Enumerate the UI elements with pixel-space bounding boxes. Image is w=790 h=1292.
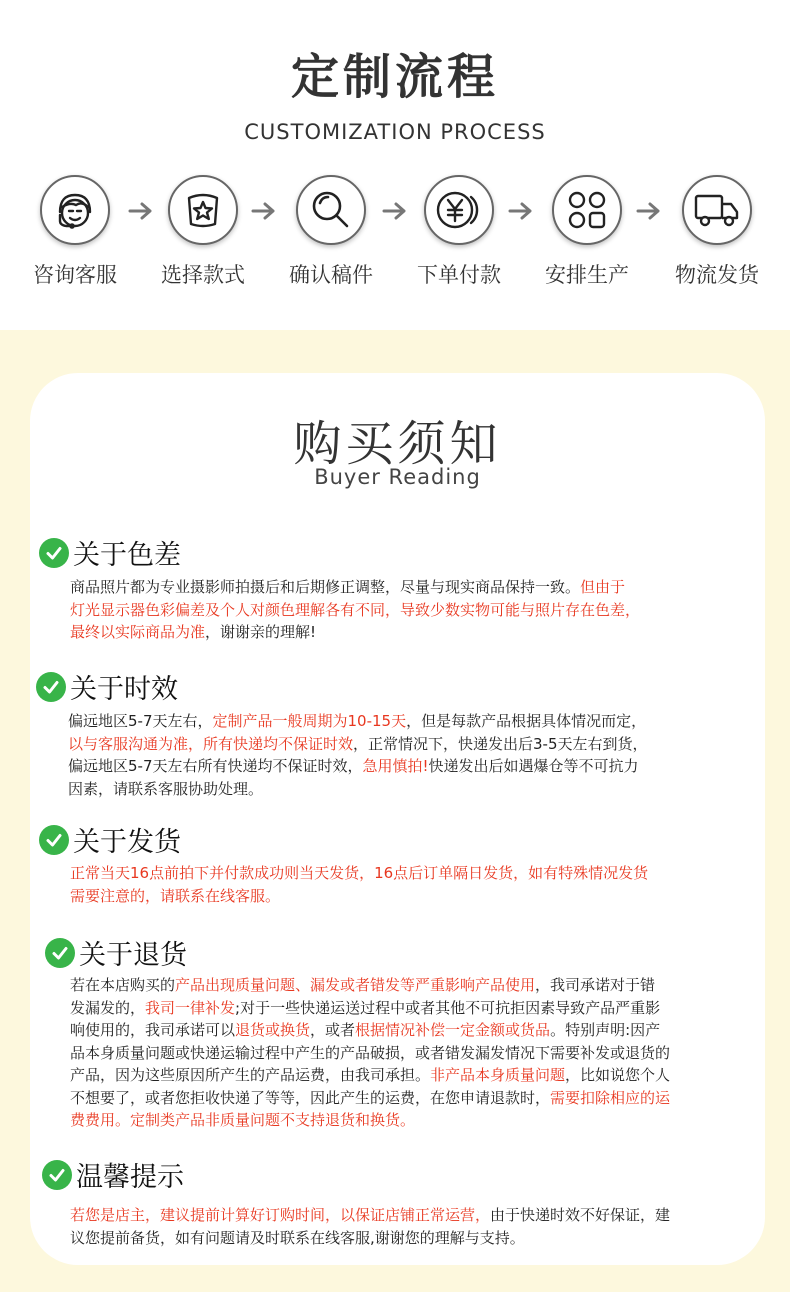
highlight-text: 以与客服沟通为准，所有快递均不保证时效 (68, 734, 354, 753)
text-line (70, 1109, 730, 1132)
text-line (70, 576, 730, 599)
text-line (68, 755, 728, 778)
text-line (70, 1042, 730, 1065)
style-select-icon (168, 175, 238, 245)
text-line (70, 997, 730, 1020)
section-text-ship (70, 862, 730, 907)
highlight-text: 根据情况补偿一定金额或货品 (355, 1021, 551, 1039)
text-line (70, 1204, 730, 1227)
section-title: 关于发货 (73, 827, 181, 858)
text-line (70, 1087, 730, 1110)
check-circle-icon (39, 538, 69, 568)
highlight-text: 退货或换货 (235, 1021, 311, 1039)
text-line (68, 778, 728, 801)
check-circle-icon (42, 1160, 72, 1190)
body-text: 议您提前备货，如有问题请及时联系在线客服,谢谢您的理解与支持。 (70, 1228, 525, 1247)
step-pay (394, 175, 524, 289)
check-circle-icon (36, 672, 66, 702)
body-text: ;对于一些快递运送过程中或者其他不可抗拒因素导致产品严重影 (235, 998, 661, 1017)
body-text: ，谢谢亲的理解! (205, 623, 317, 641)
process-steps (0, 175, 790, 305)
highlight-text: 需要注意的，请联系在线客服。 (70, 886, 281, 905)
process-title: 定制流程 (290, 49, 499, 105)
step-consult (10, 175, 140, 289)
highlight-text: 正常当天16点前拍下并付款成功则当天发货，16点后订单隔日发货，如有特殊情况发货 (70, 864, 649, 882)
body-text: 。特别声明:因产 (550, 1021, 661, 1039)
step-label: 下单付款 (417, 263, 501, 287)
text-line (68, 733, 728, 756)
customer-service-icon (40, 175, 110, 245)
section-title: 关于色差 (73, 540, 181, 571)
body-text: 品本身质量问题或快递运输过程中产生的产品破损，或者错发漏发情况下需要补发或退货的 (70, 1043, 671, 1062)
text-line (70, 862, 730, 885)
section-heading-ship (39, 820, 181, 859)
text-line (70, 1064, 730, 1087)
step-label: 咨询客服 (33, 263, 117, 287)
highlight-text: 非产品本身质量问题 (430, 1066, 566, 1084)
step-production (522, 175, 652, 289)
section-text-return (70, 974, 730, 1132)
section-heading-return (45, 933, 187, 972)
section-text-color (70, 576, 730, 644)
delivery-truck-icon (682, 175, 752, 245)
check-circle-icon (39, 825, 69, 855)
section-text-time (68, 710, 728, 800)
text-line (70, 599, 730, 622)
text-line (70, 621, 730, 644)
section-title: 温馨提示 (76, 1162, 184, 1193)
body-text: ，或者 (310, 1021, 356, 1039)
yuan-coin-icon (424, 175, 494, 245)
highlight-text: 急用慎拍! (362, 757, 429, 775)
section-title: 关于退货 (79, 940, 187, 971)
body-text: 偏远地区5-7天左右所有快递均不保证时效， (68, 757, 363, 775)
check-circle-icon (45, 938, 75, 968)
highlight-text: 但由于 (580, 578, 626, 596)
buyer-notice-card (30, 373, 765, 1265)
body-text: 商品照片都为专业摄影师拍摄后和后期修正调整，尽量与现实商品保持一致。 (70, 578, 581, 596)
body-text: 不想要了，或者您拒收快递了等等，因此产生的运费，在您申请退款时， (70, 1088, 551, 1107)
step-select-style (138, 175, 268, 289)
body-text: ，我司承诺对于错 (535, 976, 656, 994)
body-text: 偏远地区5-7天左右， (68, 712, 213, 730)
highlight-text: 我司一律补发 (145, 998, 236, 1017)
body-text: ，比如说您个人 (565, 1066, 671, 1084)
highlight-text: 灯光显示器色彩偏差及个人对颜色理解各有不同，导致少数实物可能与照片存在色差， (70, 600, 641, 619)
text-line (70, 885, 730, 908)
step-label: 选择款式 (161, 263, 245, 287)
section-heading-color (39, 533, 181, 572)
highlight-text: 费费用。定制类产品非质量问题不支持退货和换货。 (70, 1111, 416, 1129)
step-label: 安排生产 (545, 263, 629, 287)
body-text: 若在本店购买的 (70, 976, 176, 994)
body-text: 因素，请联系客服协助处理。 (68, 779, 264, 798)
grid-apps-icon (552, 175, 622, 245)
process-subtitle: CUSTOMIZATION PROCESS (244, 120, 546, 144)
text-line (70, 974, 730, 997)
section-heading-tips (42, 1155, 184, 1194)
step-label: 物流发货 (675, 263, 759, 287)
body-text: 快递发出后如遇爆仓等不可抗力 (428, 757, 639, 775)
step-confirm-draft (266, 175, 396, 289)
body-text: 由于快递时效不好保证，建 (490, 1206, 671, 1224)
text-line (68, 710, 728, 733)
section-heading-time (36, 667, 178, 706)
process-panel (0, 0, 790, 330)
text-line (70, 1019, 730, 1042)
highlight-text: 若您是店主，建议提前计算好订购时间，以保证店铺正常运营， (70, 1206, 491, 1224)
highlight-text: 产品出现质量问题、漏发或者错发等严重影响产品使用 (175, 976, 536, 994)
highlight-text: 最终以实际商品为准 (70, 623, 206, 641)
notice-title: 购买须知 (293, 416, 502, 472)
step-label: 确认稿件 (289, 263, 373, 287)
section-title: 关于时效 (70, 674, 178, 705)
section-text-tips (70, 1204, 730, 1249)
notice-subtitle: Buyer Reading (314, 465, 481, 489)
text-line (70, 1227, 730, 1250)
body-text: ，但是每款产品根据具体情况而定， (406, 712, 647, 730)
body-text: 产品，因为这些原因所产生的产品运费，由我司承担。 (70, 1066, 431, 1084)
highlight-text: 定制产品一般周期为10-15天 (212, 712, 407, 730)
body-text: ，正常情况下，快递发出后3-5天左右到货， (353, 734, 648, 753)
body-text: 响使用的，我司承诺可以 (70, 1021, 236, 1039)
highlight-text: 需要扣除相应的运 (550, 1088, 671, 1107)
magnifier-icon (296, 175, 366, 245)
body-text: 发漏发的， (70, 998, 146, 1017)
step-delivery (652, 175, 782, 289)
